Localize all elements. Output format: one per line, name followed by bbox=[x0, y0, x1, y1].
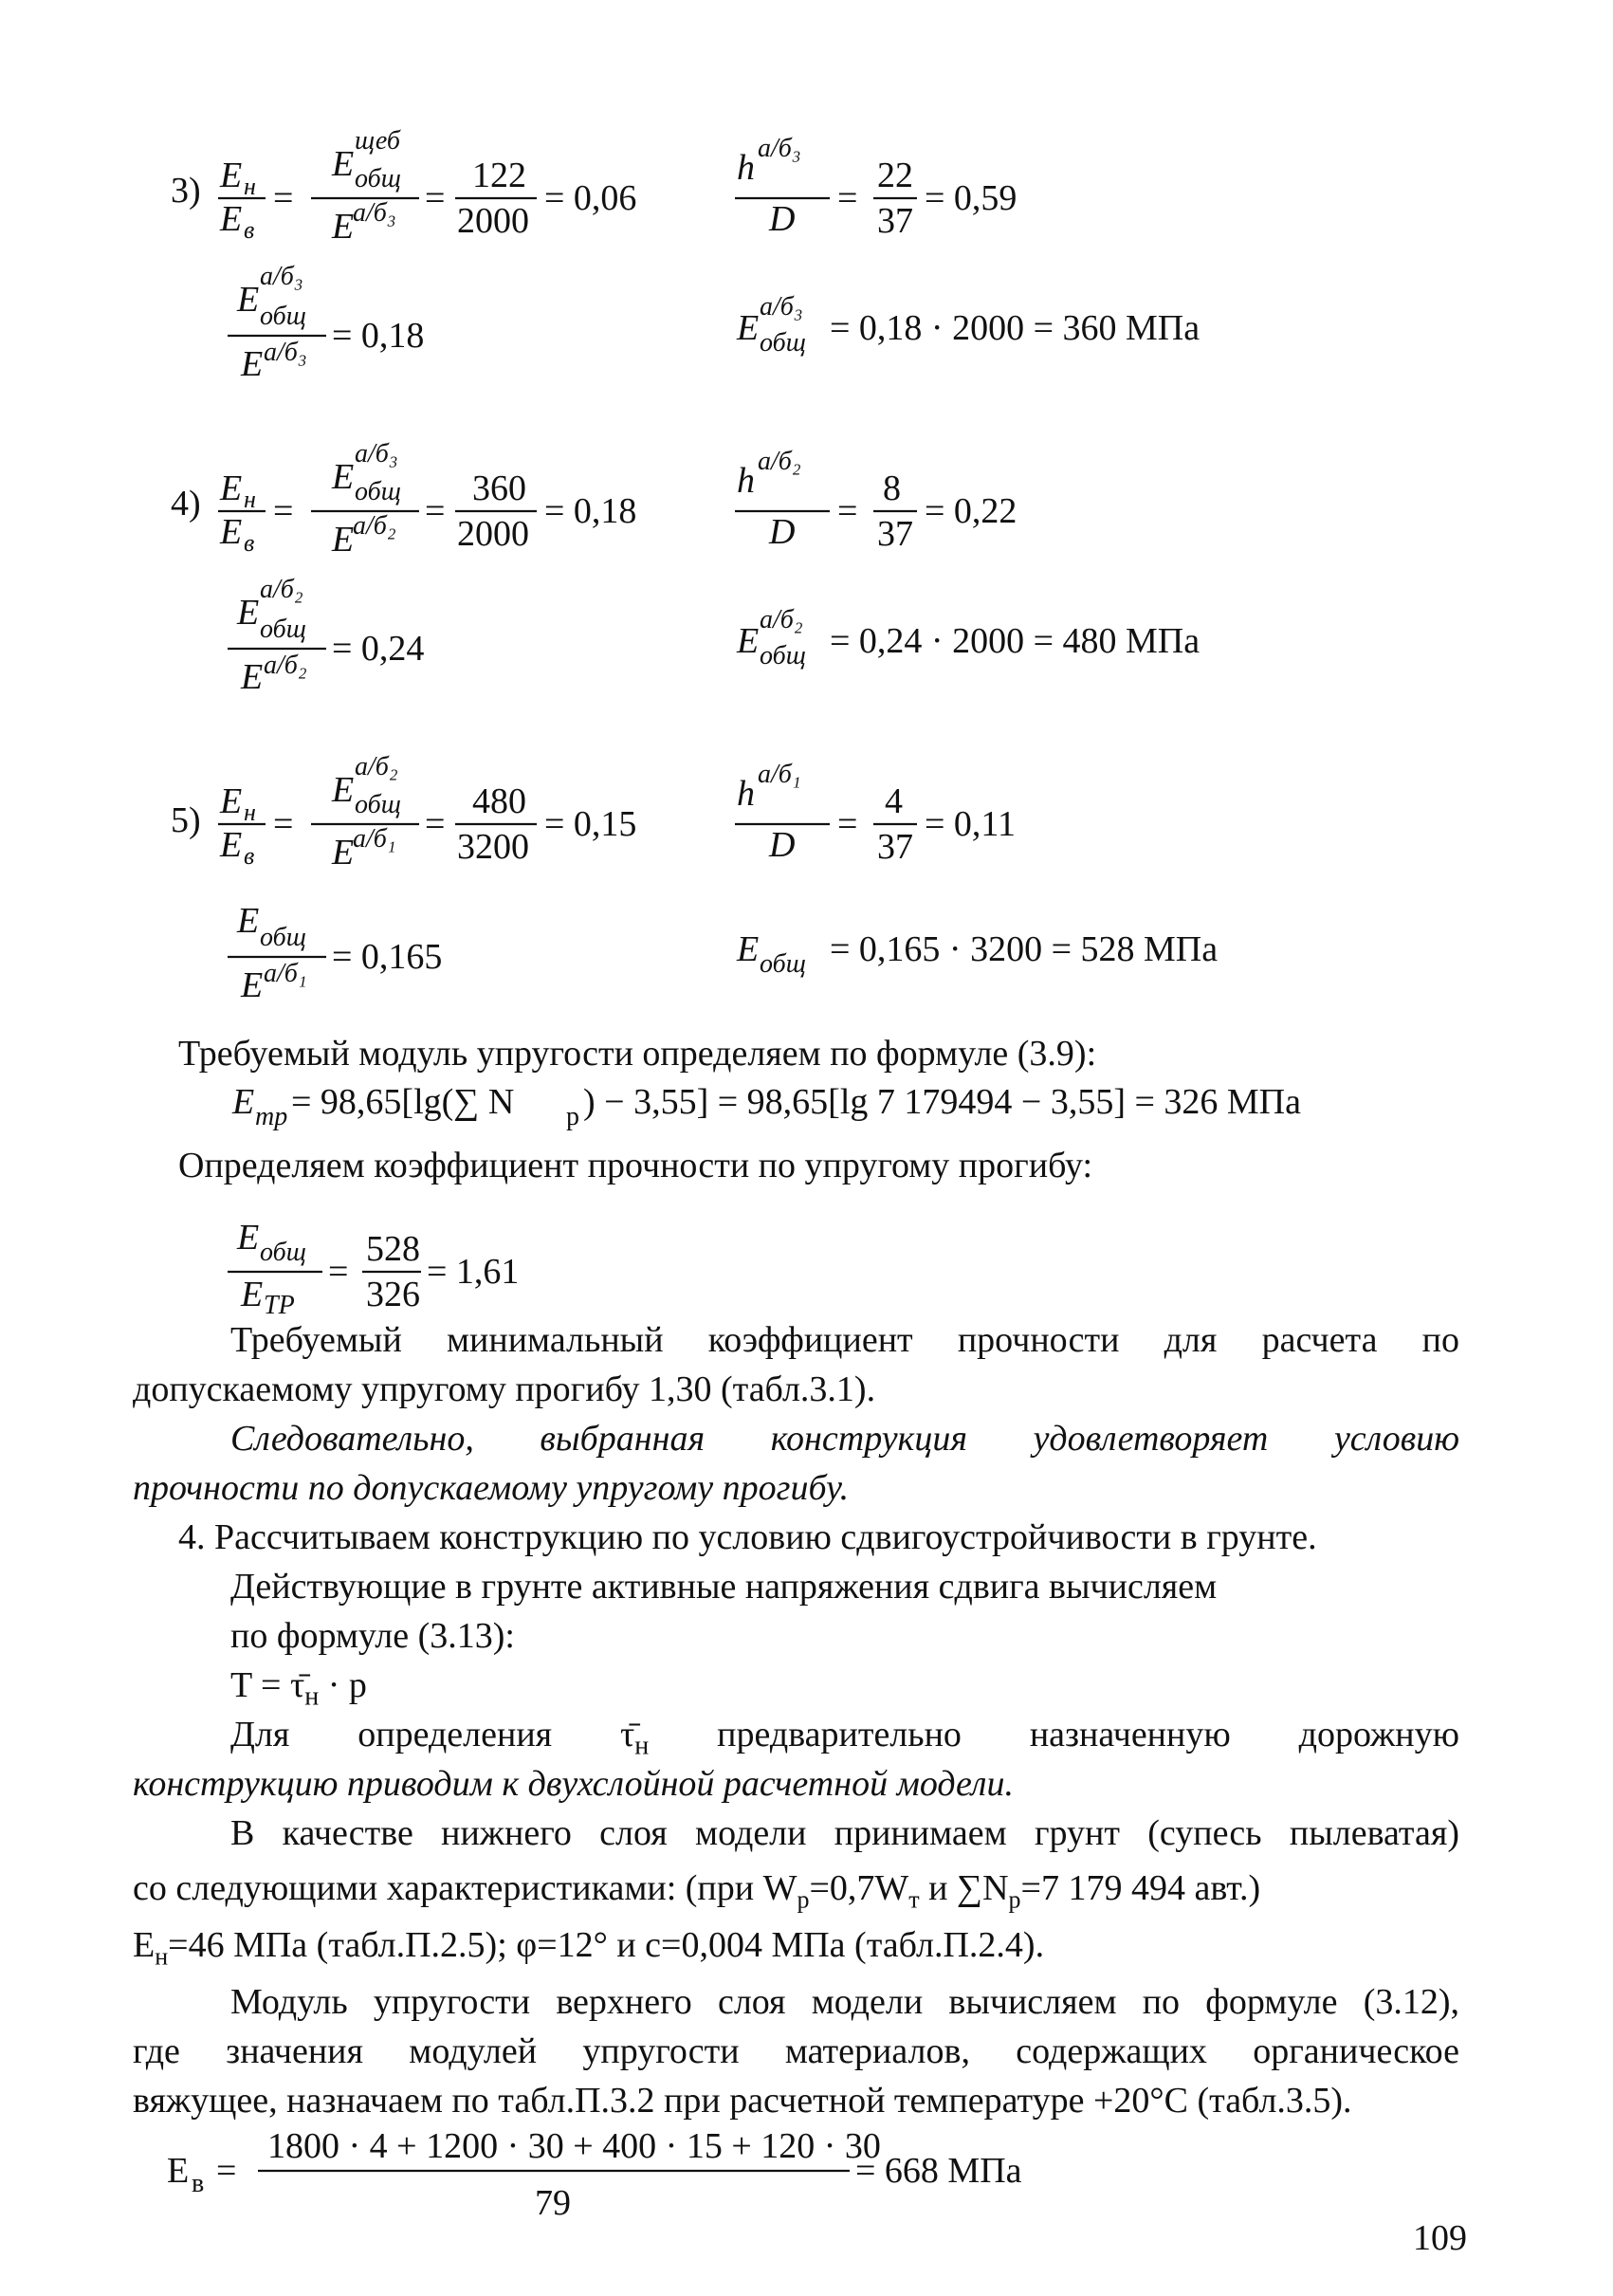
paragraph-text: вяжущее, назначаем по табл.П.3.2 при расчетной температуре +20°С (табл.3.5). bbox=[133, 2081, 1352, 2121]
paragraph-min-coefficient-line2 bbox=[133, 1365, 875, 1414]
frac-numerator: h bbox=[737, 461, 755, 501]
paragraph-text: Действующие в грунте активные напряжения сдвига вычисляем bbox=[230, 1567, 1218, 1607]
frac-numerator: E bbox=[237, 1218, 260, 1258]
subscript: p bbox=[797, 1885, 810, 1914]
subscript: общ bbox=[260, 615, 306, 644]
paragraph-section-4 bbox=[178, 1513, 1317, 1562]
result-value: = 0,24 bbox=[332, 629, 425, 669]
formula-required-modulus bbox=[232, 1070, 1370, 1136]
paragraph-lower-layer-line3 bbox=[133, 1920, 1044, 1982]
subscript: в bbox=[244, 216, 255, 244]
formula-text: ) − 3,55] = 98,65[lg 7 179494 − 3,55] = 326 МПа bbox=[583, 1082, 1301, 1122]
paragraph-text: прочности по допускаемому упругому прогибу. bbox=[133, 1468, 850, 1508]
subscript: в bbox=[192, 2169, 205, 2198]
frac-denominator: 37 bbox=[877, 201, 913, 241]
paragraph-text: =46 МПа (табл.П.2.5); φ=12° и c=0,004 МПа (табл.П.2.4). bbox=[168, 1925, 1045, 1965]
paragraph-text: Требуемый модуль упругости определяем по формуле (3.9): bbox=[178, 1034, 1097, 1074]
paragraph-upper-layer-line2 bbox=[133, 2027, 1459, 2076]
superscript: а/б₂ bbox=[353, 511, 396, 541]
modulus-symbol: E bbox=[737, 308, 760, 348]
step4-second-right bbox=[735, 597, 1266, 673]
equals-sign: = bbox=[273, 491, 294, 531]
superscript: а/б₃ bbox=[353, 198, 396, 228]
frac-numerator: 122 bbox=[472, 156, 526, 195]
subscript: общ bbox=[760, 949, 806, 979]
frac-numerator: E bbox=[332, 144, 355, 184]
paragraph-active-stress bbox=[230, 1562, 1217, 1611]
frac-denominator: D bbox=[769, 199, 796, 239]
result-value: = 0,18 · 2000 = 360 МПа bbox=[830, 308, 1201, 348]
frac-numerator: E bbox=[332, 457, 355, 497]
paragraph-text: В качестве нижнего слоя модели принимаем грунт (супесь пылеватая) bbox=[230, 1813, 1459, 1853]
step3-right-equation bbox=[735, 119, 1114, 242]
result-value: = 0,06 bbox=[544, 178, 637, 218]
modulus-symbol: E bbox=[737, 929, 760, 969]
superscript: а/б₃ bbox=[260, 262, 303, 291]
result-value: = 0,165 · 3200 = 528 МПа bbox=[830, 929, 1219, 969]
word: дорожную bbox=[1298, 1715, 1459, 1754]
subscript: тр bbox=[255, 1102, 288, 1131]
paragraph-upper-layer-line1 bbox=[230, 1977, 1459, 2027]
superscript: а/б₂ bbox=[264, 651, 307, 680]
strength-coefficient-formula bbox=[228, 1200, 607, 1320]
frac-numerator: E bbox=[332, 770, 355, 810]
paragraph-text: где значения модулей упругости материалов, содержащих органическое bbox=[133, 2031, 1459, 2071]
result-value: = 0,24 · 2000 = 480 МПа bbox=[830, 621, 1201, 661]
superscript: а/б₃ bbox=[355, 439, 398, 468]
frac-numerator: 528 bbox=[366, 1229, 420, 1269]
paragraph-conclusion-line2 bbox=[133, 1463, 849, 1513]
formula-upper-layer-modulus bbox=[167, 2120, 1020, 2233]
paragraph-text: Следовательно, выбранная конструкция удовлетворяет условию bbox=[230, 1419, 1459, 1459]
paragraph-min-coefficient-line1 bbox=[230, 1315, 1459, 1365]
frac-numerator: h bbox=[737, 774, 755, 814]
tau-symbol: τ̄ bbox=[620, 1715, 635, 1754]
word: определения bbox=[357, 1715, 553, 1754]
subscript: н bbox=[634, 1731, 650, 1761]
frac-numerator: 360 bbox=[472, 468, 526, 508]
frac-denominator: E bbox=[220, 825, 243, 865]
frac-denominator: E bbox=[241, 344, 264, 384]
frac-denominator: E bbox=[241, 965, 264, 1005]
equals-sign: = bbox=[837, 804, 858, 844]
paragraph-text: со следующими характеристиками: (при W bbox=[133, 1868, 797, 1908]
paragraph-strength-coefficient bbox=[178, 1141, 1092, 1190]
subscript: н bbox=[304, 1681, 320, 1712]
equals-sign: = bbox=[837, 178, 858, 218]
subscript: общ bbox=[260, 302, 306, 331]
frac-denominator: E bbox=[332, 520, 355, 560]
paragraph-formula-ref bbox=[230, 1611, 515, 1661]
modulus-symbol: E bbox=[167, 2151, 190, 2191]
paragraph-two-layer-line2 bbox=[133, 1759, 1014, 1809]
paragraph-text: по формуле (3.13): bbox=[230, 1616, 515, 1656]
formula-text: T = τ̄ bbox=[230, 1665, 305, 1705]
superscript: а/б₁ bbox=[758, 760, 801, 789]
paragraph-text: и ∑N bbox=[919, 1868, 1009, 1908]
page-number bbox=[1413, 2217, 1467, 2259]
frac-numerator: 1800 · 4 + 1200 · 30 + 400 · 15 + 120 · 30 bbox=[267, 2126, 881, 2166]
superscript: а/б₃ bbox=[264, 338, 307, 367]
result-value: = 0,59 bbox=[925, 178, 1017, 218]
frac-numerator: E bbox=[220, 781, 243, 821]
subscript: ТР bbox=[264, 1291, 295, 1320]
frac-denominator: 3200 bbox=[457, 827, 529, 867]
step3-second-right bbox=[735, 285, 1266, 360]
frac-denominator: E bbox=[332, 833, 355, 872]
frac-numerator: 480 bbox=[472, 781, 526, 821]
step-number: 5) bbox=[171, 800, 201, 840]
frac-denominator: E bbox=[241, 657, 264, 697]
subscript: общ bbox=[760, 328, 806, 358]
paragraph-text: допускаемому упругому прогибу 1,30 (табл.3.1). bbox=[133, 1369, 876, 1409]
superscript: а/б₃ bbox=[760, 292, 803, 321]
subscript: общ bbox=[260, 923, 306, 952]
result-value: = 668 МПа bbox=[855, 2151, 1022, 2191]
superscript: а/б₂ bbox=[760, 605, 803, 634]
paragraph-upper-layer-line3 bbox=[133, 2076, 1352, 2125]
step4-left-equation bbox=[171, 432, 702, 560]
superscript: а/б₂ bbox=[355, 752, 398, 781]
step3-left-equation bbox=[171, 119, 702, 247]
subscript: p bbox=[566, 1102, 579, 1131]
frac-denominator: 326 bbox=[366, 1275, 420, 1314]
subscript: общ bbox=[760, 641, 806, 670]
subscript: т bbox=[908, 1885, 920, 1914]
frac-denominator: 79 bbox=[535, 2183, 571, 2223]
paragraph-conclusion-line1 bbox=[230, 1414, 1459, 1463]
formula-text: = 98,65[lg(∑ N bbox=[291, 1082, 515, 1122]
frac-numerator: E bbox=[237, 901, 260, 941]
frac-denominator: E bbox=[220, 199, 243, 239]
paragraph-text: Модуль упругости верхнего слоя модели вычисляем по формуле (3.12), bbox=[230, 1982, 1459, 2022]
result-value: = 0,18 bbox=[332, 316, 425, 356]
step4-second-left bbox=[228, 569, 512, 702]
paragraph-lower-layer-line1 bbox=[230, 1809, 1459, 1858]
equals-sign: = bbox=[425, 178, 446, 218]
subscript: н bbox=[155, 1942, 169, 1971]
superscript: а/б₂ bbox=[758, 447, 801, 476]
superscript: а/б₃ bbox=[758, 134, 801, 163]
result-value: = 0,165 bbox=[332, 937, 443, 977]
paragraph-lower-layer-line2 bbox=[133, 1864, 1260, 1925]
paragraph-text: Определяем коэффициент прочности по упругому прогибу: bbox=[178, 1146, 1093, 1185]
superscript: а/б₁ bbox=[353, 824, 396, 854]
result-value: = 0,11 bbox=[925, 804, 1017, 844]
equals-sign: = bbox=[216, 2151, 237, 2191]
paragraph-text: конструкцию приводим к двухслойной расчетной модели. bbox=[133, 1764, 1014, 1804]
paragraph-text: Требуемый минимальный коэффициент прочности для расчета по bbox=[230, 1320, 1459, 1360]
equals-sign: = bbox=[273, 178, 294, 218]
superscript: а/б₂ bbox=[260, 575, 303, 604]
step-number: 4) bbox=[171, 484, 201, 523]
frac-numerator: E bbox=[220, 156, 243, 195]
frac-denominator: E bbox=[332, 207, 355, 247]
frac-numerator: E bbox=[237, 280, 260, 320]
equals-sign: = bbox=[328, 1252, 349, 1292]
subscript: н bbox=[244, 799, 256, 826]
page-number-text: 109 bbox=[1413, 2218, 1467, 2258]
step5-left-equation bbox=[171, 744, 702, 872]
formula-text: · p bbox=[319, 1665, 367, 1705]
word: Для bbox=[230, 1715, 290, 1754]
subscript: общ bbox=[355, 164, 401, 193]
frac-denominator: E bbox=[220, 512, 243, 552]
paragraph-text: =7 179 494 авт.) bbox=[1020, 1868, 1261, 1908]
frac-numerator: E bbox=[237, 593, 260, 633]
subscript: в bbox=[244, 842, 255, 870]
equals-sign: = bbox=[837, 491, 858, 531]
modulus-symbol: E bbox=[737, 621, 760, 661]
equals-sign: = bbox=[425, 491, 446, 531]
subscript: н bbox=[244, 486, 256, 513]
frac-numerator: 4 bbox=[885, 781, 903, 821]
step3-second-left bbox=[228, 256, 512, 389]
frac-numerator: 22 bbox=[877, 156, 913, 195]
modulus-symbol: E bbox=[232, 1082, 255, 1122]
subscript: н bbox=[244, 173, 256, 200]
step-number: 3) bbox=[171, 171, 201, 211]
paragraph-text: E bbox=[133, 1925, 156, 1965]
paragraph-text: =0,7W bbox=[809, 1868, 909, 1908]
step5-second-right bbox=[735, 906, 1266, 982]
frac-denominator: 37 bbox=[877, 514, 913, 554]
superscript: щеб bbox=[355, 126, 400, 156]
frac-denominator: 37 bbox=[877, 827, 913, 867]
equals-sign: = bbox=[425, 804, 446, 844]
frac-denominator: 2000 bbox=[457, 514, 529, 554]
result-value: = 0,15 bbox=[544, 804, 637, 844]
subscript: общ bbox=[355, 790, 401, 819]
frac-denominator: E bbox=[241, 1275, 264, 1314]
frac-denominator: D bbox=[769, 825, 796, 865]
equals-sign: = bbox=[273, 804, 294, 844]
word: предварительно bbox=[717, 1715, 962, 1754]
frac-denominator: 2000 bbox=[457, 201, 529, 241]
subscript: p bbox=[1008, 1885, 1021, 1914]
subscript: общ bbox=[260, 1238, 306, 1267]
step5-second-left bbox=[228, 877, 512, 1010]
frac-numerator: 8 bbox=[883, 468, 901, 508]
frac-numerator: E bbox=[220, 468, 243, 508]
frac-numerator: h bbox=[737, 148, 755, 188]
frac-denominator: D bbox=[769, 512, 796, 552]
result-value: = 1,61 bbox=[427, 1252, 520, 1292]
superscript: а/б₁ bbox=[264, 959, 307, 988]
result-value: = 0,18 bbox=[544, 491, 637, 531]
paragraph-text: 4. Рассчитываем конструкцию по условию сдвигоустройчивости в грунте. bbox=[178, 1517, 1317, 1557]
step5-right-equation bbox=[735, 744, 1114, 868]
word: назначенную bbox=[1029, 1715, 1231, 1754]
subscript: общ bbox=[355, 477, 401, 506]
result-value: = 0,22 bbox=[925, 491, 1017, 531]
subscript: в bbox=[244, 529, 255, 557]
step4-right-equation bbox=[735, 432, 1114, 555]
